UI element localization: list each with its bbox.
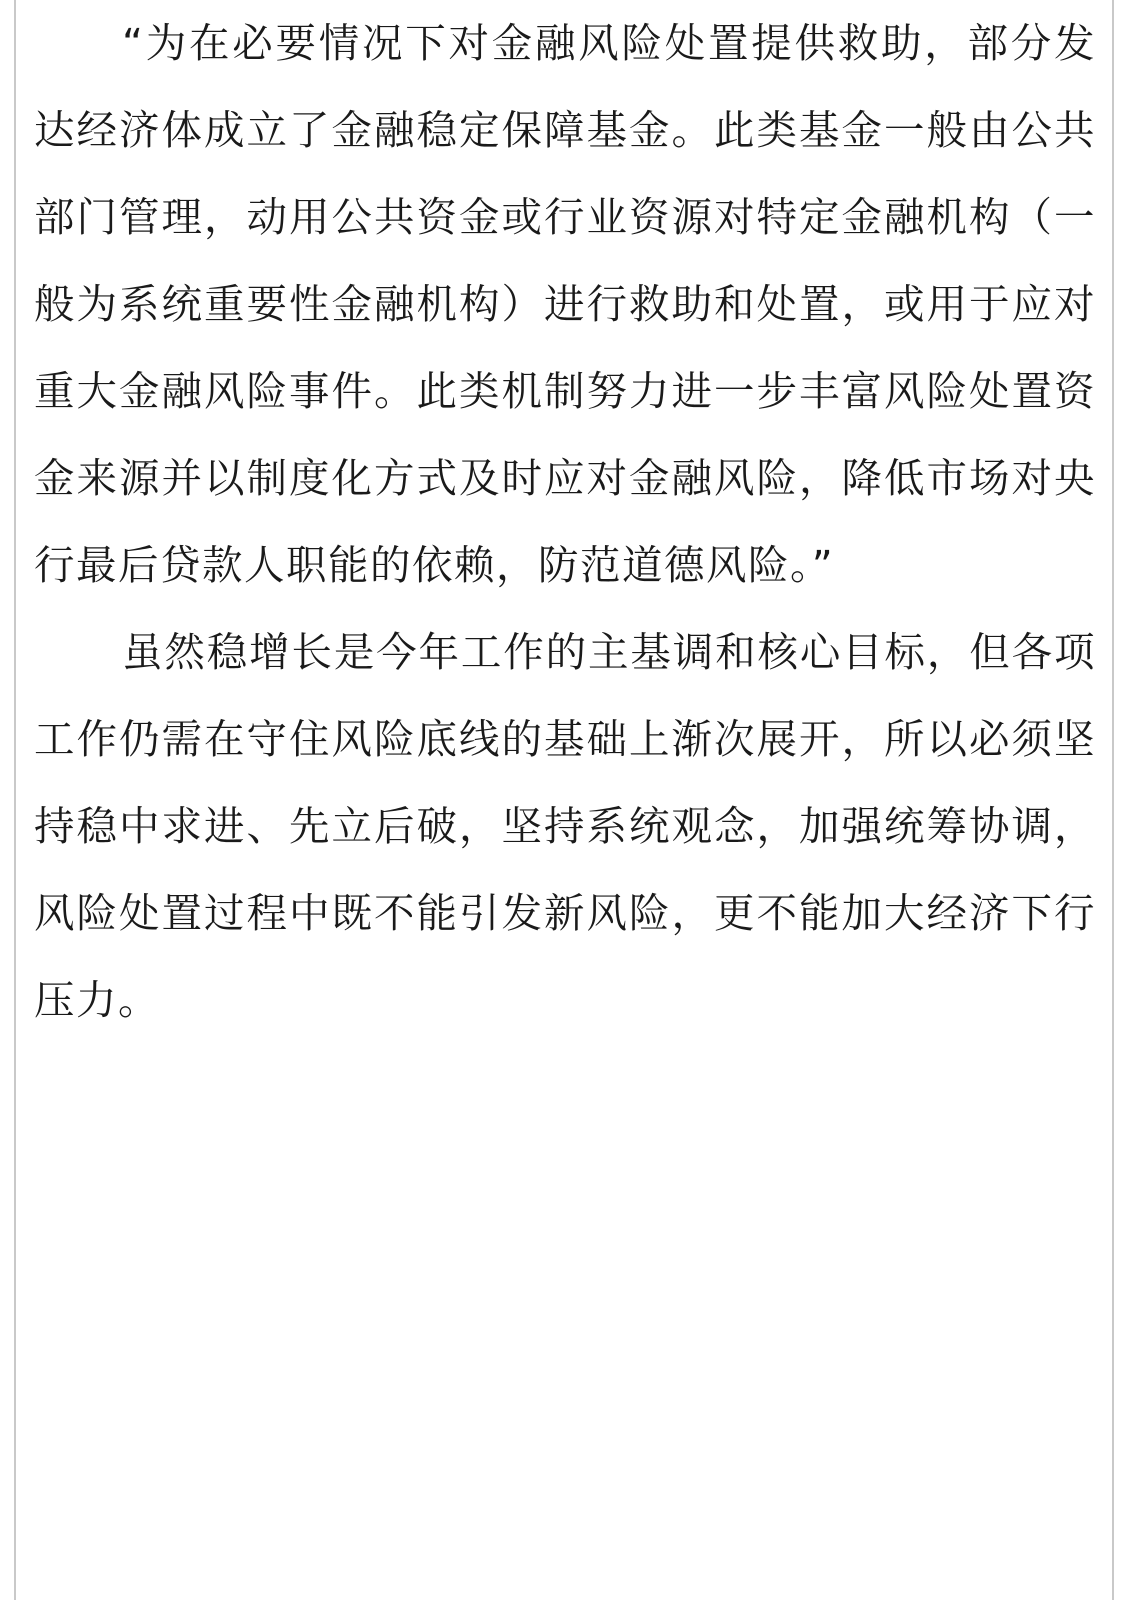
document-page xyxy=(14,0,1114,1600)
document-body xyxy=(34,0,1096,1044)
paragraph-quote: “为在必要情况下对金融风险处置提供救助，部分发达经济体成立了金融稳定保障基金。此类基金一般由公共部门管理，动用公共资金或行业资源对特定金融机构（一般为系统重要性金融机构）进行救助和处置，或用于应对重大金融风险事件。此类机制努力进一步丰富风险处置资金来源并以制度化方式及时应对金融风险，降低市场对央行最后贷款人职能的依赖，防范道德风险。” xyxy=(34,19,1096,589)
paragraph-analysis: 虽然稳增长是今年工作的主基调和核心目标，但各项工作仍需在守住风险底线的基础上渐次展开，所以必须坚持稳中求进、先立后破，坚持系统观念，加强统筹协调，风险处置过程中既不能引发新风险，更不能加大经济下行压力。 xyxy=(34,628,1096,1024)
